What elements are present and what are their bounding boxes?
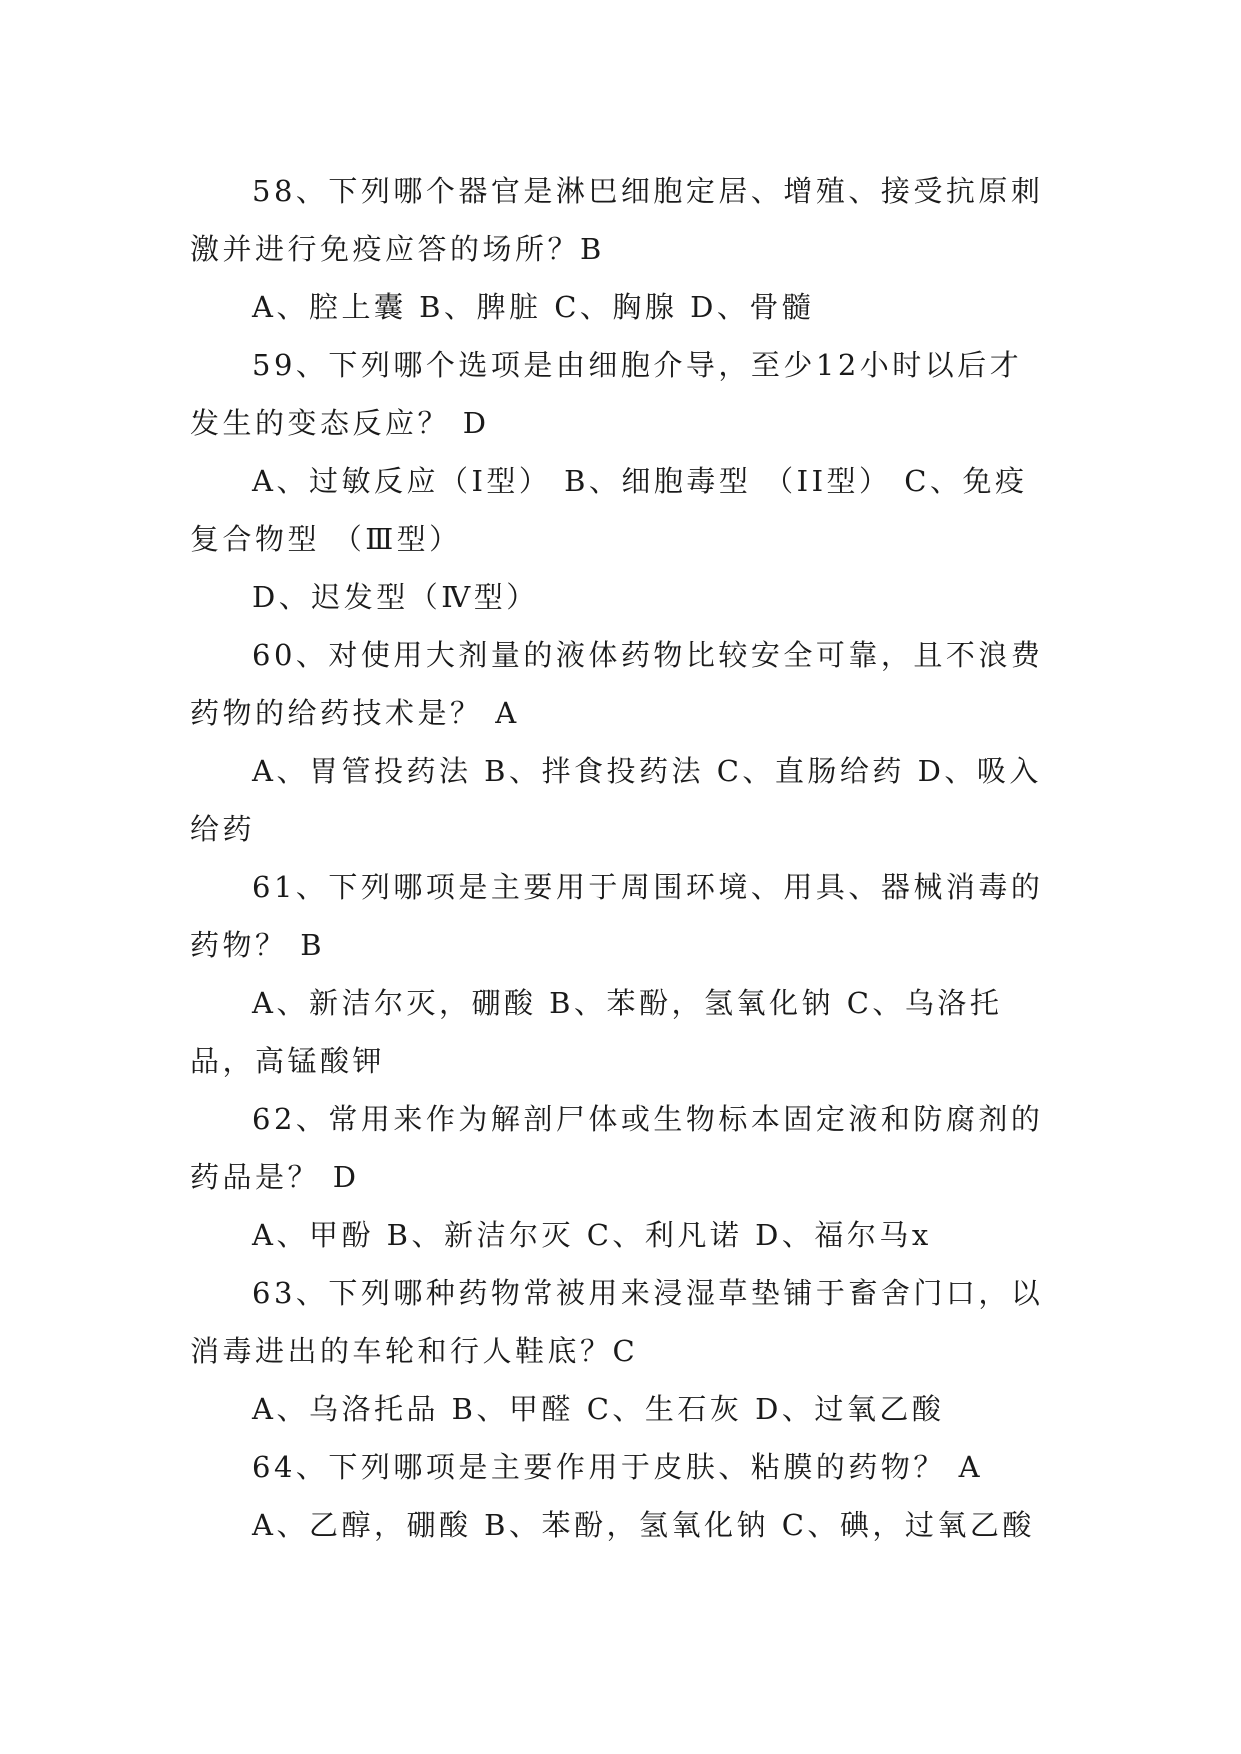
question-58: 58、下列哪个器官是淋巴细胞定居、增殖、接受抗原刺激并进行免疫应答的场所？B xyxy=(190,174,1044,266)
question-60: 60、对使用大剂量的液体药物比较安全可靠，且不浪费药物的给药技术是？ A xyxy=(190,638,1044,730)
question-63-options: A、乌洛托品 B、甲醛 C、生石灰 D、过氧乙酸 xyxy=(252,1392,945,1426)
question-62-options: A、甲酚 B、新洁尔灭 C、利凡诺 D、福尔马x xyxy=(252,1218,932,1252)
document-body xyxy=(190,162,1052,1554)
question-63: 63、下列哪种药物常被用来浸湿草垫铺于畜舍门口，以消毒进出的车轮和行人鞋底？C xyxy=(190,1276,1044,1368)
question-59-option-d: D、迟发型（Ⅳ型） xyxy=(252,580,539,614)
question-64-options: A、乙醇，硼酸 B、苯酚，氢氧化钠 C、碘，过氧乙酸 xyxy=(252,1508,1035,1542)
question-64: 64、下列哪项是主要作用于皮肤、粘膜的药物？ A xyxy=(252,1450,984,1484)
question-60-options: A、胃管投药法 B、拌食投药法 C、直肠给药 D、吸入给药 xyxy=(190,754,1042,846)
question-62: 62、常用来作为解剖尸体或生物标本固定液和防腐剂的药品是？ D xyxy=(190,1102,1044,1194)
question-61: 61、下列哪项是主要用于周围环境、用具、器械消毒的药物？ B xyxy=(190,870,1044,962)
question-59: 59、下列哪个选项是由细胞介导，至少12小时以后才发生的变态反应？ D xyxy=(190,348,1023,440)
question-59-options: A、过敏反应（I型） B、细胞毒型 （II型） C、免疫复合物型 （Ⅲ型） xyxy=(190,464,1028,556)
question-61-options: A、新洁尔灭，硼酸 B、苯酚，氢氧化钠 C、乌洛托品，高锰酸钾 xyxy=(190,986,1003,1078)
question-58-options: A、腔上囊 B、脾脏 C、胸腺 D、骨髓 xyxy=(252,290,815,324)
